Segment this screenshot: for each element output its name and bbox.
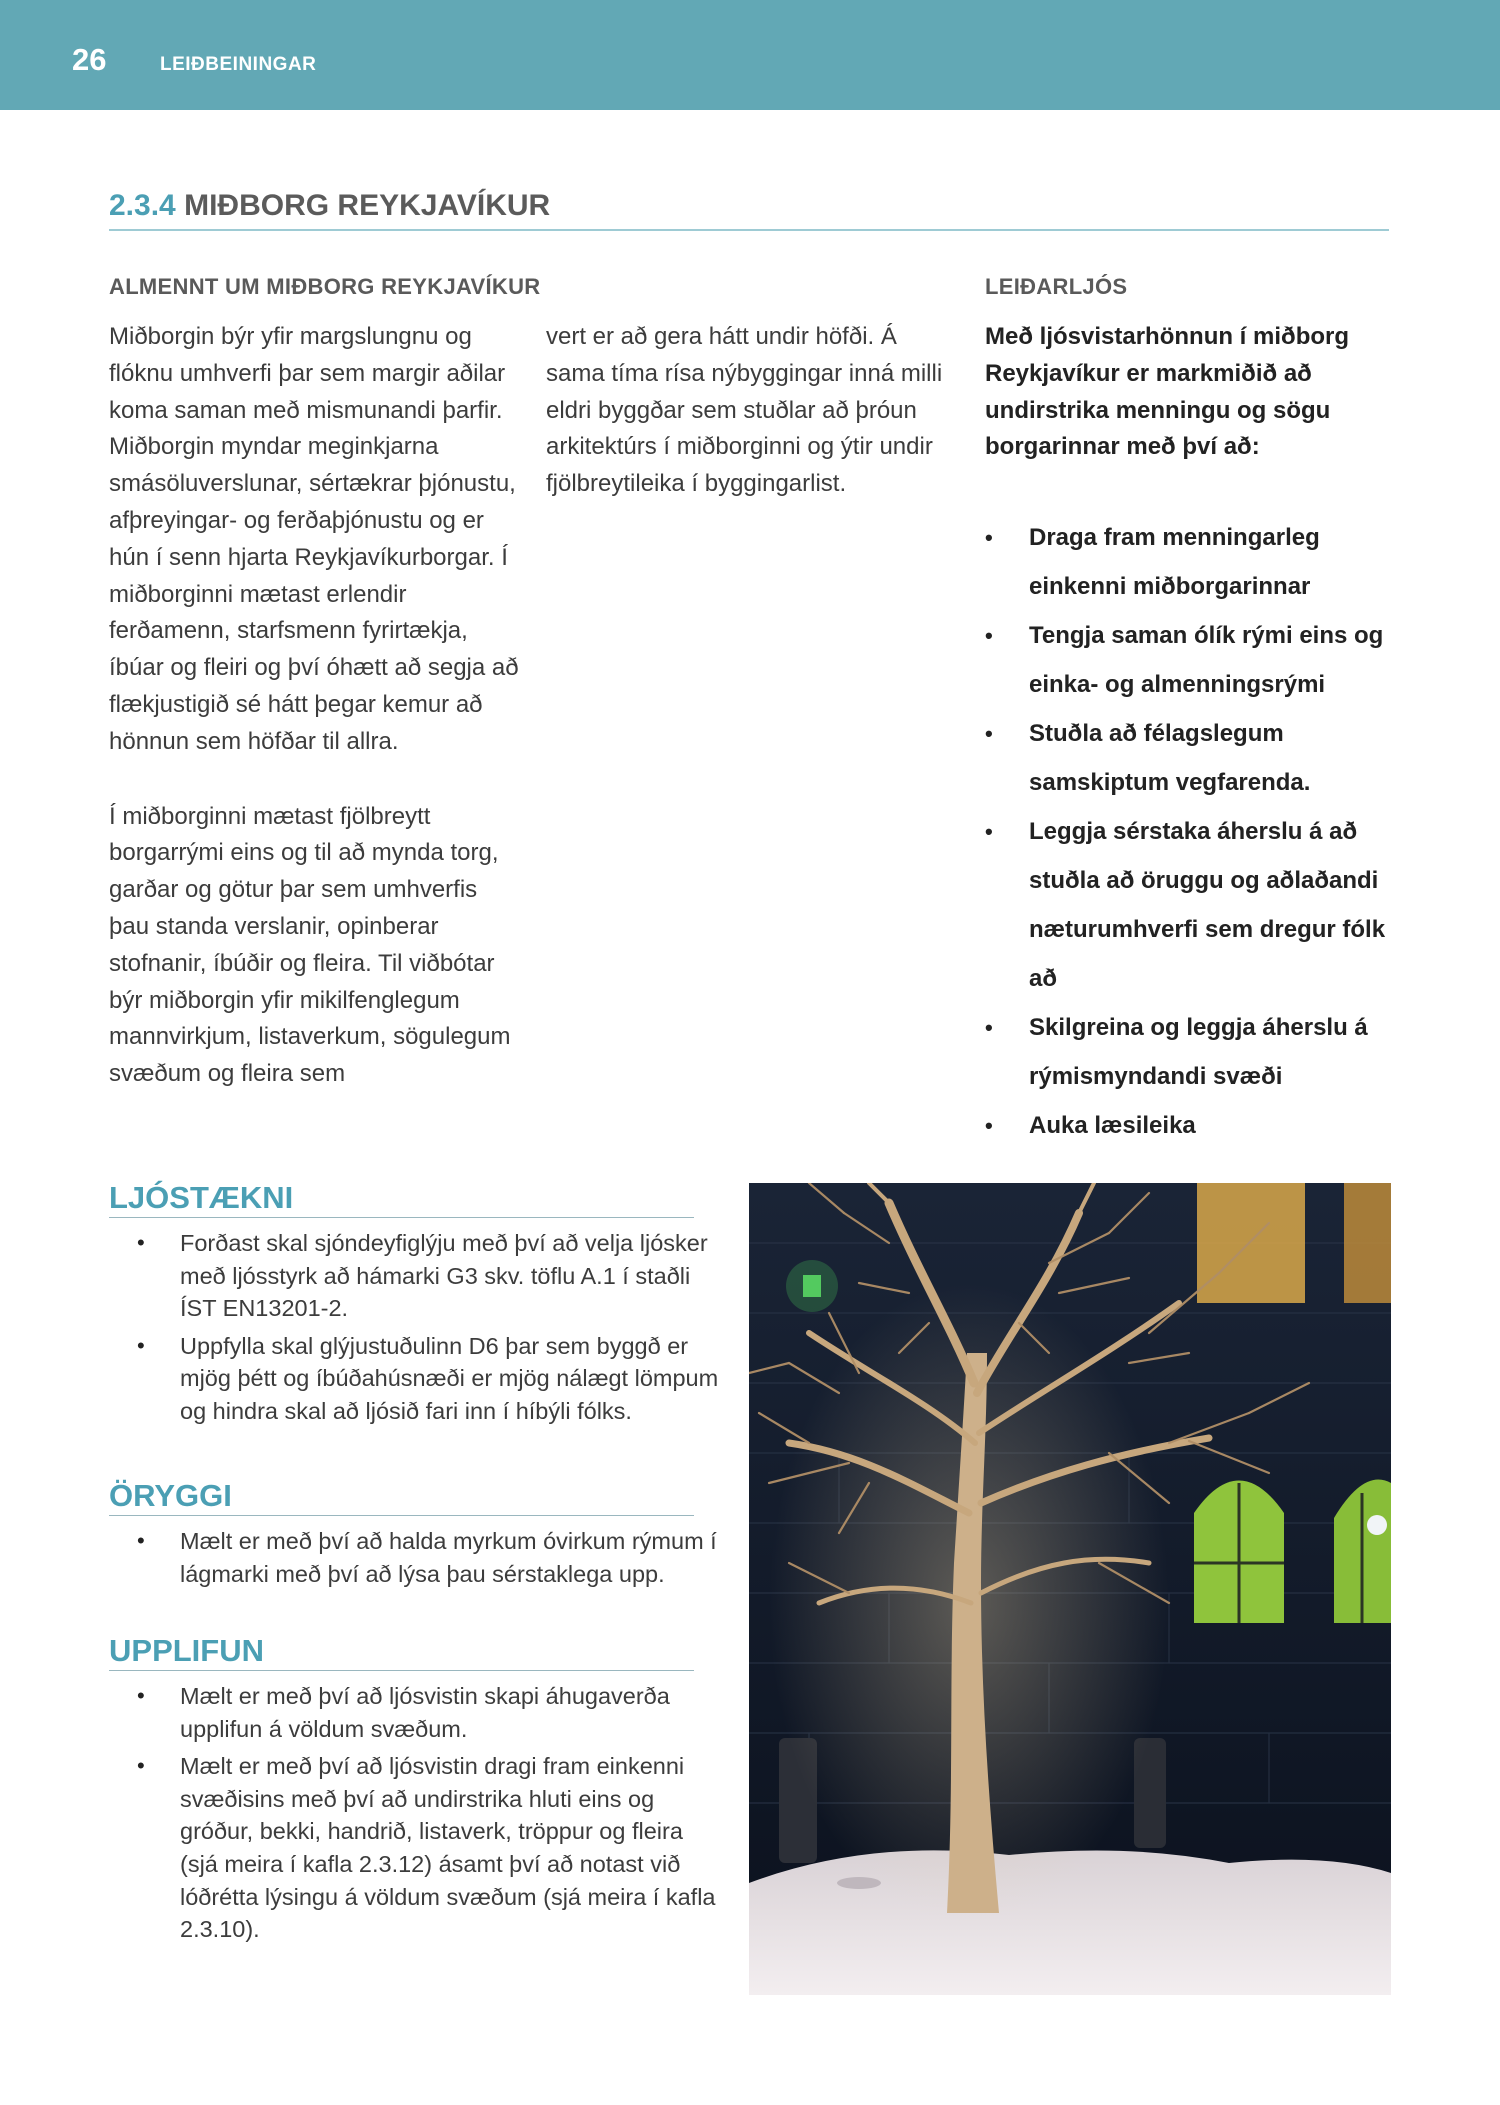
guidelines-item: • Leggja sérstaka áherslu á að stuðla að öruggu og aðlaðandi næturumhverfi sem dregur fólk að — [985, 807, 1390, 1003]
experience-heading: UPPLIFUN — [109, 1635, 694, 1671]
general-heading: ALMENNT UM MIÐBORG REYKJAVÍKUR — [109, 274, 541, 299]
general-paragraph-3: vert er að gera hátt undir höfði. Á sama tíma rísa nýbyggingar inná milli eldri byggðar sem stuðlar að þróun arkitektúrs í miðborginni og ýtir undir fjölbreytileika í byggingarlist. — [546, 323, 943, 498]
safety-list — [109, 1525, 721, 1595]
safety-heading: ÖRYGGI — [109, 1480, 694, 1516]
safety-item: • Mælt er með því að halda myrkum óvirkum rýmum í lágmarki með því að lýsa þau sérstaklega upp. — [109, 1525, 721, 1590]
bullet-icon: • — [137, 1230, 145, 1255]
bullet-icon: • — [985, 1113, 993, 1138]
page-header — [0, 0, 1500, 110]
lighting-item: • Uppfylla skal glýjustuðulinn D6 þar sem byggð er mjög þétt og íbúðahúsnæði er mjög nálægt lömpum og hindra skal að ljósið fari inn í híbýli fólks. — [109, 1330, 721, 1428]
experience-list — [109, 1680, 721, 1951]
bullet-icon: • — [137, 1753, 145, 1779]
guidelines-item: • Auka læsileika — [985, 1101, 1390, 1150]
guidelines-intro: Með ljósvistarhönnun í miðborg Reykjavíkur er markmiðið að undirstrika menningu og sögu borgarinnar með því að: — [985, 323, 1350, 461]
bullet-icon: • — [985, 623, 993, 648]
guidelines-heading: LEIÐARLJÓS — [985, 274, 1128, 299]
general-paragraph-1: Miðborgin býr yfir margslungnu og flóknu umhverfi þar sem margir aðilar koma saman með mismunandi þarfir. Miðborgin myndar meginkjarna smásöluverslunar, sértækrar þjónustu, afþreyingar- og ferðaþjónustu og er hún í senn hjarta Reykjavíkurborgar. Í miðborginni mætast erlendir ferðamenn, starfsmenn fyrirtækja, íbúar og fleiri og því óhætt að segja að flækjustigið sé hátt þegar kemur að hönnun sem höfðar til allra. — [109, 323, 519, 755]
guidelines-item: • Tengja saman ólík rými eins og einka- og almenningsrými — [985, 611, 1390, 709]
section-title — [109, 188, 550, 224]
lighting-item: • Forðast skal sjóndeyfiglýju með því að velja ljósker með ljósstyrk að hámarki G3 skv. töflu A.1 í staðli ÍST EN13201-2. — [109, 1227, 721, 1325]
bullet-icon: • — [985, 1015, 993, 1040]
bullet-icon: • — [985, 819, 993, 844]
section-name: MIÐBORG REYKJAVÍKUR — [184, 189, 551, 222]
lighting-list — [109, 1227, 721, 1433]
general-column-2 — [546, 319, 956, 503]
section-divider — [109, 229, 1389, 231]
general-column-1 — [109, 319, 519, 1093]
bullet-icon: • — [985, 721, 993, 746]
experience-item: • Mælt er með því að ljósvistin dragi fram einkenni svæðisins með því að undirstrika hluti eins og gróður, bekki, handrið, listaverk, tröppur og fleira (sjá meira í kafla 2.3.12) ásamt því að notast við lóðrétta lýsingu á völdum svæðum (sjá meira í kafla 2.3.10). — [109, 1750, 721, 1946]
general-paragraph-2: Í miðborginni mætast fjölbreytt borgarrými eins og til að mynda torg, garðar og götur þar sem umhverfis þau standa verslanir, opinberar stofnanir, íbúðir og fleira. Til viðbótar býr miðborgin yfir mikilfenglegum mannvirkjum, listaverkum, sögulegum svæðum og fleira sem — [109, 802, 511, 1088]
bullet-icon: • — [137, 1683, 145, 1708]
experience-item: • Mælt er með því að ljósvistin skapi áhugaverða upplifun á völdum svæðum. — [109, 1680, 721, 1745]
bullet-icon: • — [137, 1528, 145, 1553]
lighting-heading: LJÓSTÆKNI — [109, 1182, 694, 1218]
section-number: 2.3.4 — [109, 189, 176, 222]
tree-night-photo — [749, 1183, 1391, 1995]
page-number: 26 — [72, 42, 107, 77]
bullet-icon: • — [137, 1332, 145, 1358]
guidelines-item: • Draga fram menningarleg einkenni miðborgarinnar — [985, 513, 1390, 611]
bullet-icon: • — [985, 525, 993, 550]
guidelines-item: • Skilgreina og leggja áherslu á rýmismyndandi svæði — [985, 1003, 1390, 1101]
guidelines-list — [985, 513, 1390, 1150]
running-title: LEIÐBEININGAR — [160, 54, 317, 75]
guidelines-item: • Stuðla að félagslegum samskiptum vegfarenda. — [985, 709, 1390, 807]
